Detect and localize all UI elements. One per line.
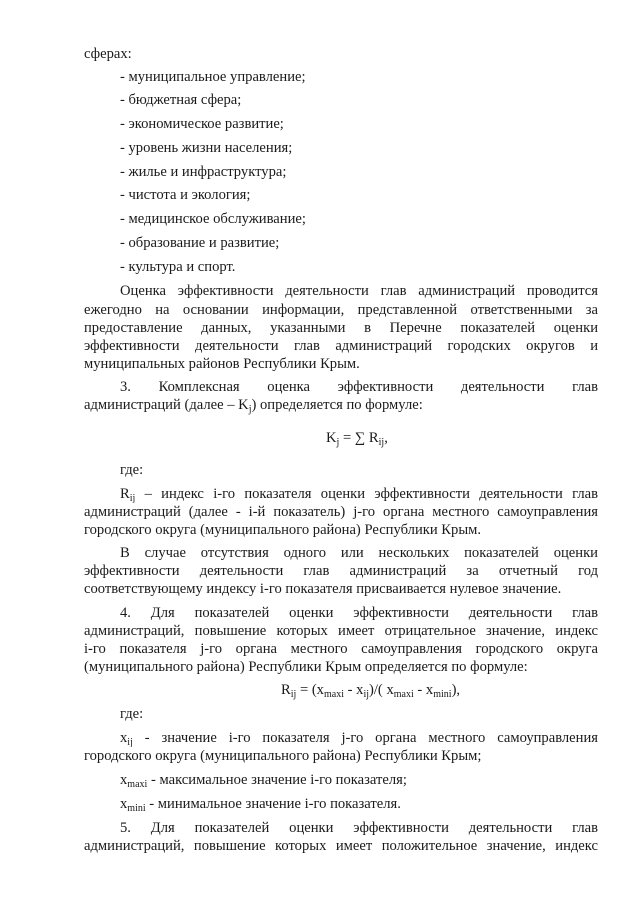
list-item: - чистота и экология; (120, 187, 251, 203)
paragraph-line: $R_{ij}$ – индекс i-го показателя оценки эффективности деятельности глав (120, 486, 598, 503)
paragraph-line: 3. Комплексная оценка эффективности деятельности глав (120, 379, 598, 395)
formula-kj: $K_j$ = ∑ $R_{ij}$, (326, 430, 388, 448)
paragraph-line: соответствующему индексу i-го показателя присваивается нулевое значение. (84, 581, 562, 597)
xmin-definition: $x_{mini}$ - минимальное значение i-го показателя. (120, 796, 401, 814)
list-item: - уровень жизни населения; (120, 140, 293, 156)
formula-rij: $R_{ij} = (x_{maxi} - x_{ij})/$( $x_{maxi} - x_{mini}$), (281, 682, 461, 700)
list-item: - медицинское обслуживание; (120, 211, 306, 227)
paragraph-line: эффективности деятельности глав администраций городских округов и (84, 338, 598, 354)
paragraph-line: Оценка эффективности деятельности глав администраций проводится (120, 283, 598, 299)
list-item: - образование и развитие; (120, 235, 280, 251)
list-item: - муниципальное управление; (120, 69, 306, 85)
where-label: где: (120, 706, 144, 722)
paragraph-line: администраций (далее – $K_j$) определяется по формуле: (84, 397, 423, 415)
list-item: - жилье и инфраструктура; (120, 164, 287, 180)
paragraph-line: В случае отсутствия одного или нескольких показателей оценки (120, 545, 598, 561)
paragraph-line: $x_{ij}$ - значение i-го показателя j-го органа местного самоуправления (120, 730, 598, 747)
intro-text: сферах: (84, 46, 132, 62)
list-item: - бюджетная сфера; (120, 92, 242, 108)
paragraph-line: предоставление данных, указанными в Перечне показателей оценки (84, 320, 598, 336)
paragraph-line: администраций, повышение которых имеет отрицательное значение, индекс (84, 623, 598, 639)
list-item: - экономическое развитие; (120, 116, 284, 132)
where-label: где: (120, 462, 144, 478)
paragraph-line: городского округа (муниципального района) Республики Крым. (84, 522, 482, 538)
paragraph-line: администраций (далее - i-й показатель) j-го органа местного самоуправления (84, 504, 598, 520)
paragraph-line: муниципальных районов Республики Крым. (84, 356, 360, 372)
xmax-definition: $x_{maxi}$ - максимальное значение i-го показателя; (120, 772, 407, 790)
list-item: - культура и спорт. (120, 259, 236, 275)
paragraph-line: эффективности деятельности глав администраций за отчетный год (84, 563, 598, 579)
paragraph-line: i-го показателя j-го органа местного самоуправления городского округа (84, 641, 598, 657)
paragraph-line: ежегодно на основании информации, представленной ответственными за (84, 302, 598, 318)
paragraph-line: городского округа (муниципального района) Республики Крым; (84, 748, 482, 764)
paragraph-line: администраций, повышение которых имеет положительное значение, индекс (84, 838, 598, 854)
paragraph-line: 5. Для показателей оценки эффективности деятельности глав (120, 820, 598, 836)
paragraph-line: 4. Для показателей оценки эффективности деятельности глав (120, 605, 598, 621)
paragraph-line: (муниципального района) Республики Крым определяется по формуле: (84, 659, 528, 675)
